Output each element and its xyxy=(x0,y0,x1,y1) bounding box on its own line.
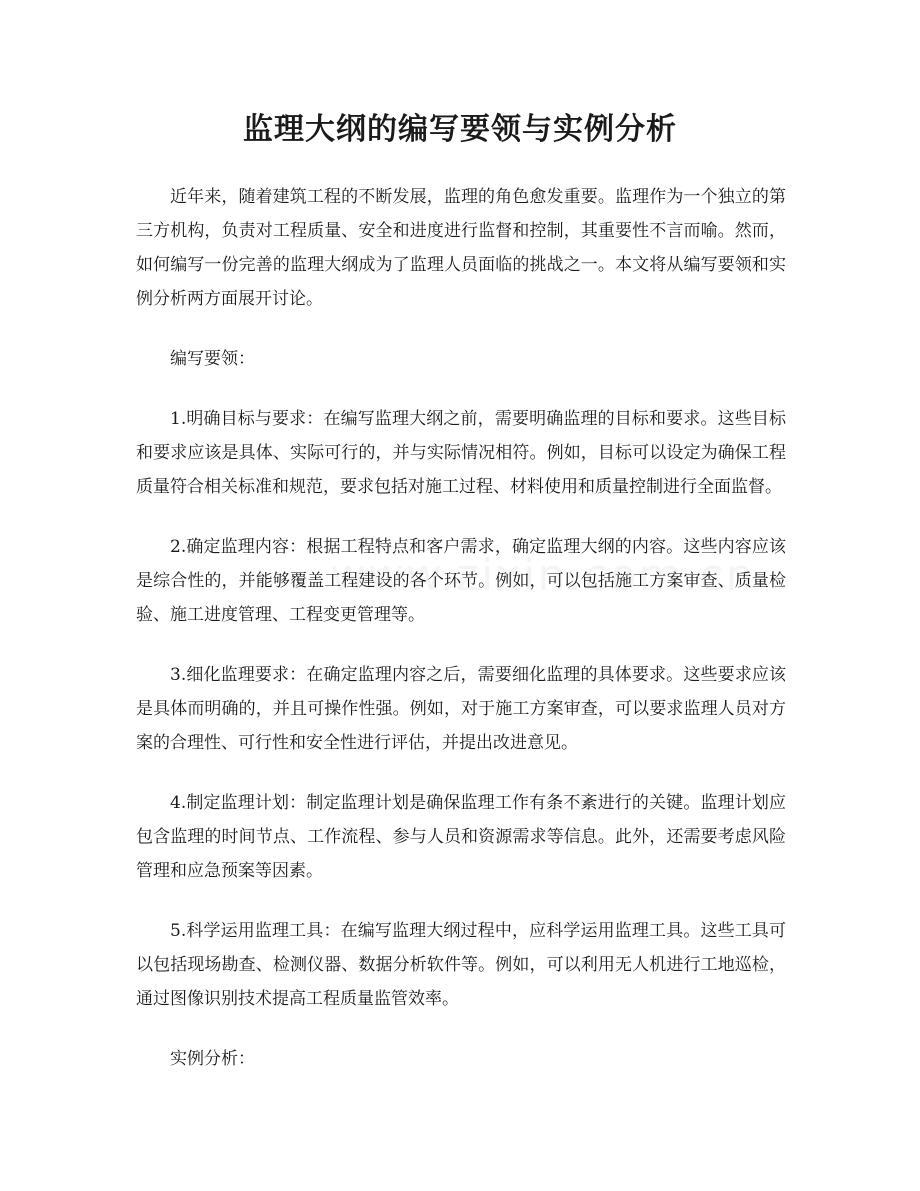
document-title: 监理大纲的编写要领与实例分析 xyxy=(243,112,677,147)
point-4-paragraph: 4.制定监理计划：制定监理计划是确保监理工作有条不紊进行的关键。监理计划应包含监理的时间节点、工作流程、参与人员和资源需求等信息。此外，还需要考虑风险管理和应急预案等因素。 xyxy=(136,793,786,881)
section-heading-writing-points: 编写要领： xyxy=(170,349,255,369)
point-2-paragraph: 2.确定监理内容：根据工程特点和客户需求，确定监理大纲的内容。这些内容应该是综合性的，并能够覆盖工程建设的各个环节。例如，可以包括施工方案审查、质量检验、施工进度管理、工程变更管理等。 xyxy=(136,537,786,625)
point-3-paragraph: 3.细化监理要求：在确定监理内容之后，需要细化监理的具体要求。这些要求应该是具体而明确的，并且可操作性强。例如，对于施工方案审查，可以要求监理人员对方案的合理性、可行性和安全性进行评估，并提出改进意见。 xyxy=(136,665,786,753)
point-1-paragraph: 1.明确目标与要求：在编写监理大纲之前，需要明确监理的目标和要求。这些目标和要求应该是具体、实际可行的，并与实际情况相符。例如，目标可以设定为确保工程质量符合相关标准和规范，要求包括对施工过程、材料使用和质量控制进行全面监督。 xyxy=(136,409,786,497)
point-5-paragraph: 5.科学运用监理工具：在编写监理大纲过程中，应科学运用监理工具。这些工具可以包括现场勘查、检测仪器、数据分析软件等。例如，可以利用无人机进行工地巡检，通过图像识别技术提高工程质量监管效率。 xyxy=(136,921,786,1009)
section-heading-case-analysis: 实例分析： xyxy=(170,1049,255,1069)
intro-paragraph: 近年来，随着建筑工程的不断发展，监理的角色愈发重要。监理作为一个独立的第三方机构，负责对工程质量、安全和进度进行监督和控制，其重要性不言而喻。然而，如何编写一份完善的监理大纲成为了监理人员面临的挑战之一。本文将从编写要领和实例分析两方面展开讨论。 xyxy=(136,187,786,309)
document-body xyxy=(136,180,786,1102)
